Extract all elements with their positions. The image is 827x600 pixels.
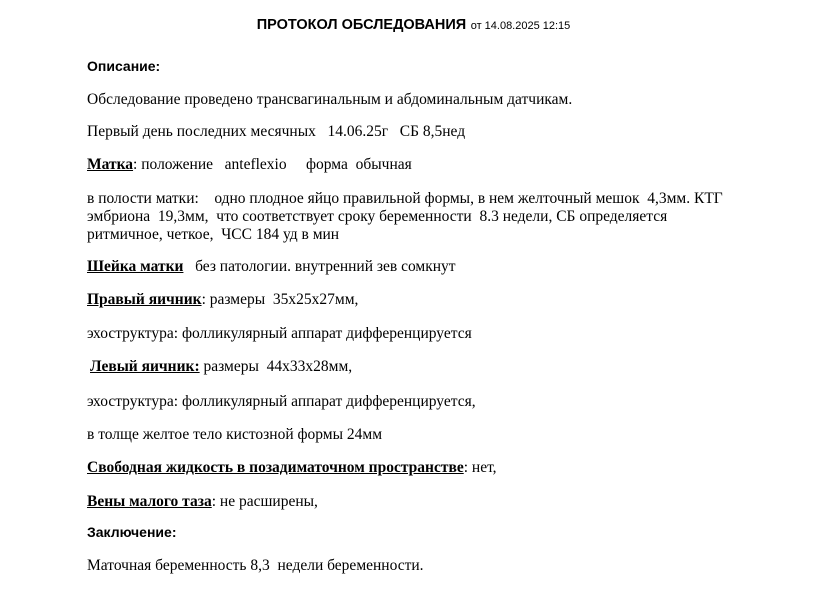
right-ovary-text: : размеры 35х25х27мм, bbox=[201, 291, 359, 308]
protocol-title-text: ПРОТОКОЛ ОБСЛЕДОВАНИЯ bbox=[256, 17, 467, 33]
free-fluid-label: Свободная жидкость в позадиматочном пространстве bbox=[87, 459, 464, 476]
uterus-label: Матка bbox=[87, 156, 134, 173]
protocol-date: от 14.08.2025 12:15 bbox=[470, 20, 571, 32]
pelvic-veins-line bbox=[87, 493, 318, 511]
exam-method: Обследование проведено трансвагинальным и абдоминальным датчикам. bbox=[87, 91, 573, 108]
description-heading: Описание: bbox=[87, 58, 161, 74]
conclusion-heading: Заключение: bbox=[87, 524, 177, 540]
right-ovary-label: Правый яичник bbox=[87, 291, 202, 308]
pelvic-veins-text: : не расширены, bbox=[211, 493, 318, 510]
protocol-title bbox=[0, 16, 827, 34]
cervix-text: без патологии. внутренний зев сомкнут bbox=[183, 258, 456, 275]
left-ovary-echo: эхоструктура: фолликулярный аппарат дифференцируется, bbox=[87, 393, 476, 410]
corpus-luteum: в толще желтое тело кистозной формы 24мм bbox=[87, 426, 383, 443]
left-ovary-text: размеры 44х33х28мм, bbox=[199, 358, 353, 375]
pelvic-veins-label: Вены малого таза bbox=[87, 493, 212, 510]
conclusion-text: Маточная беременность 8,3 недели беременности. bbox=[87, 557, 424, 574]
uterine-cavity-paragraph: в полости матки: одно плодное яйцо правильной формы, в нем желточный мешок 4,3мм. КТГ эмбриона 19,3мм, что соответствует сроку беременности 8.3 недели, СБ определяется ритмичное, четкое, ЧСС 184 уд в мин bbox=[87, 190, 723, 243]
left-ovary-line bbox=[90, 358, 352, 376]
last-menstruation: Первый день последних месячных 14.06.25г СБ 8,5нед bbox=[87, 123, 466, 140]
cervix-label: Шейка матки bbox=[87, 258, 184, 275]
free-fluid-text: : нет, bbox=[463, 459, 497, 476]
right-ovary-echo: эхоструктура: фолликулярный аппарат дифференцируется bbox=[87, 325, 472, 342]
uterus-text: : положение anteflexio форма обычная bbox=[133, 156, 412, 173]
free-fluid-line bbox=[87, 459, 497, 477]
right-ovary-line bbox=[87, 291, 358, 309]
cervix-line bbox=[87, 258, 456, 276]
uterus-line bbox=[87, 156, 412, 174]
left-ovary-label: Левый яичник: bbox=[90, 358, 200, 375]
